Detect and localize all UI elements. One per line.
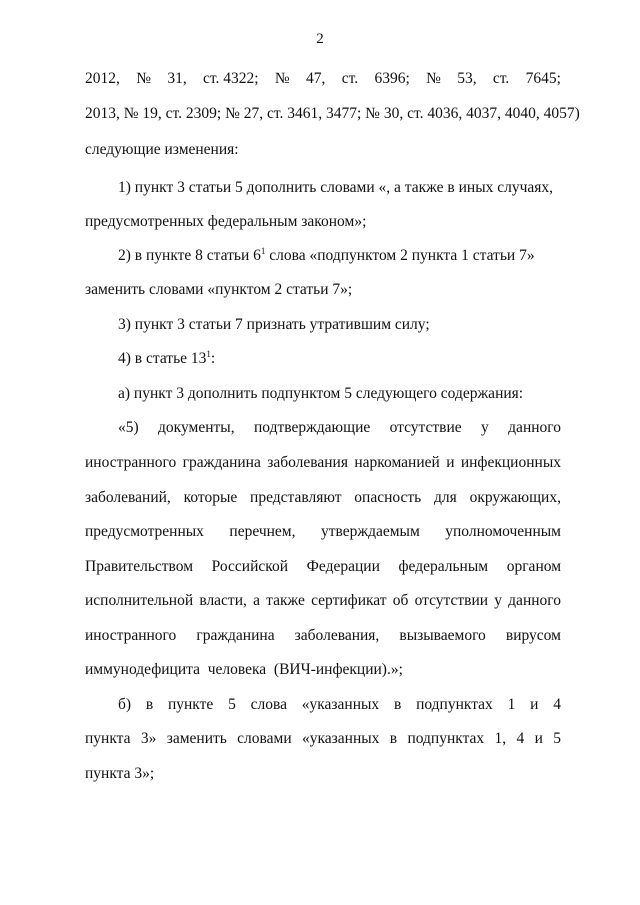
word: № xyxy=(426,70,441,87)
word: 1 xyxy=(507,696,516,713)
text-line: следующие изменения: xyxy=(85,141,239,158)
text-line xyxy=(85,69,561,89)
word: предусмотренных xyxy=(85,523,204,540)
word: власти, xyxy=(199,592,247,609)
word: заменить xyxy=(166,730,227,747)
text-line xyxy=(85,488,561,508)
text-line xyxy=(85,557,561,577)
word: ст. xyxy=(341,70,359,87)
word: 31, xyxy=(167,70,187,87)
word: и xyxy=(446,454,455,471)
word: 3» xyxy=(140,730,157,747)
word: отсутствие xyxy=(389,419,462,436)
word: об xyxy=(392,592,409,609)
text-line xyxy=(85,729,561,749)
word: 5 xyxy=(228,696,236,713)
word: уполномоченным xyxy=(445,523,561,540)
word: исполнительной xyxy=(85,592,194,609)
word: 47, xyxy=(306,70,326,87)
text-fragment: 4) в статье 13 xyxy=(118,350,207,367)
word: и xyxy=(530,696,539,713)
paragraph-line xyxy=(118,418,561,438)
word: «указанных xyxy=(301,696,380,713)
word: представляют xyxy=(250,489,342,506)
word: 4 xyxy=(553,696,561,713)
word: словами xyxy=(237,730,292,747)
word: заболеваний, xyxy=(85,489,171,506)
word: 2012, xyxy=(85,70,120,87)
paragraph-line xyxy=(118,246,561,266)
text-line: пункта 3»; xyxy=(85,765,155,782)
text-line: иммунодефицита человека (ВИЧ-инфекции).»; xyxy=(85,661,403,678)
word: 5 xyxy=(553,730,561,747)
word: утверждаемым xyxy=(320,523,420,540)
word: в xyxy=(389,730,398,747)
word: пункте xyxy=(167,696,214,713)
word: заболевания, xyxy=(294,627,380,644)
text-line: заменить словами «пунктом 2 статьи 7»; xyxy=(85,281,353,298)
word: у xyxy=(481,419,489,436)
word: ст. xyxy=(492,70,510,87)
text-fragment: 2) в пункте 8 статьи 6 xyxy=(118,247,261,264)
text-line: 2013, № 19, ст. 2309; № 27, ст. 3461, 3477; № 30, ст. 4036, 4037, 4040, 4057) xyxy=(85,105,580,122)
word: Федерации xyxy=(306,558,380,575)
word: заболевания xyxy=(267,454,348,471)
text-line xyxy=(85,626,561,646)
word: ст. 4322; xyxy=(203,70,259,87)
word: 1, xyxy=(494,730,507,747)
word: для xyxy=(434,489,457,506)
word: б) xyxy=(118,696,132,713)
word: 4 xyxy=(516,730,525,747)
text-fragment: : xyxy=(210,350,216,367)
paragraph-line: 3) пункт 3 статьи 7 признать утратившим силу; xyxy=(118,316,430,333)
word: 53, xyxy=(457,70,477,87)
word: документы, xyxy=(158,419,235,436)
text-line xyxy=(85,453,561,473)
text-fragment: слова «подпунктом 2 пункта 1 статьи 7» xyxy=(265,247,535,264)
word: «5) xyxy=(118,419,139,436)
word: «указанных xyxy=(301,730,380,747)
word: у xyxy=(494,592,502,609)
word: сертификат xyxy=(311,592,387,609)
word: № xyxy=(136,70,151,87)
paragraph-line: 1) пункт 3 статьи 5 дополнить словами «, а также в иных случаях, xyxy=(118,179,554,196)
word: гражданина xyxy=(182,454,261,471)
word: в xyxy=(393,696,402,713)
text-line: предусмотренных федеральным законом»; xyxy=(85,213,367,230)
word: 7645; xyxy=(525,70,561,87)
word: слова xyxy=(250,696,287,713)
paragraph-line: а) пункт 3 дополнить подпунктом 5 следующего содержания: xyxy=(118,385,524,402)
word: а xyxy=(253,592,260,609)
word: данного xyxy=(508,592,561,609)
word: окружающих, xyxy=(469,489,561,506)
word: пункта xyxy=(85,730,131,747)
paragraph-line xyxy=(118,695,561,715)
word: и xyxy=(534,730,543,747)
word: иностранного xyxy=(85,627,177,644)
word: в xyxy=(145,696,154,713)
word: 6396; xyxy=(374,70,410,87)
word: инфекционных xyxy=(460,454,561,471)
word: опасность xyxy=(354,489,422,506)
word: федеральным xyxy=(398,558,489,575)
word: также xyxy=(266,592,305,609)
word: подпунктах xyxy=(407,730,485,747)
text-line xyxy=(85,522,561,542)
word: подпунктах xyxy=(416,696,493,713)
word: вызываемого xyxy=(399,627,486,644)
word: перечнем, xyxy=(229,523,296,540)
word: вирусом xyxy=(505,627,561,644)
word: наркоманией xyxy=(354,454,440,471)
paragraph-line xyxy=(118,349,561,369)
word: Российской xyxy=(211,558,289,575)
word: подтверждающие xyxy=(253,419,371,436)
word: данного xyxy=(508,419,561,436)
word: № xyxy=(274,70,290,87)
word: гражданина xyxy=(196,627,275,644)
word: отсутствии xyxy=(414,592,489,609)
page-number: 2 xyxy=(316,31,324,47)
word: которые xyxy=(183,489,238,506)
superscript: 1 xyxy=(260,246,266,256)
text-line xyxy=(85,591,561,611)
superscript: 1 xyxy=(206,349,211,359)
word: органом xyxy=(506,558,561,575)
word: Правительством xyxy=(85,558,194,575)
word: иностранного xyxy=(85,454,177,471)
